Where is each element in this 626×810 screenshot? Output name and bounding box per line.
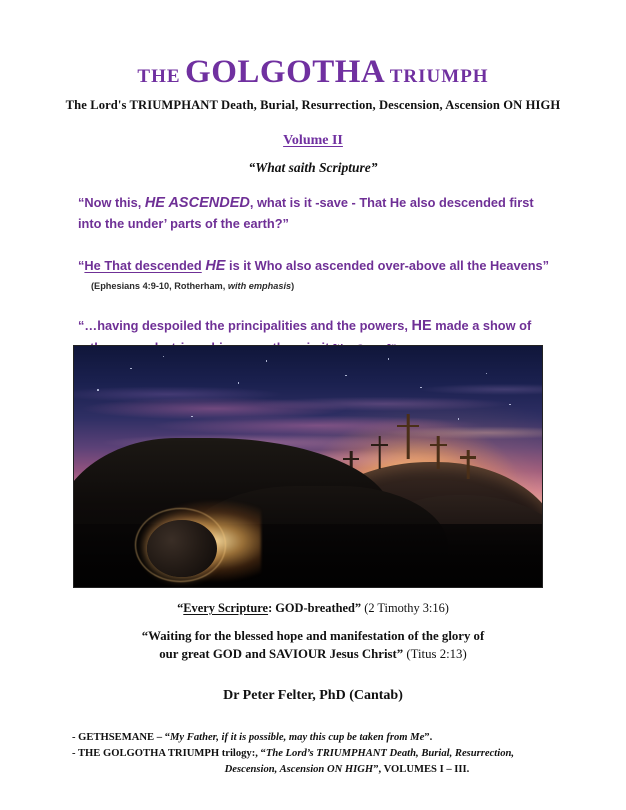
cross-5 bbox=[460, 450, 476, 479]
quote2-emphasis: HE bbox=[205, 258, 226, 275]
works-2-prefix: - THE GOLGOTHA TRIUMPH trilogy:, “ bbox=[72, 747, 266, 759]
author-name: Dr Peter Felter, PhD (Cantab) bbox=[223, 688, 403, 703]
quote3-line1-end: made a show of bbox=[431, 318, 532, 334]
quote2-citation-main: (Ephesians 4:9-10, Rotherham, bbox=[91, 280, 228, 291]
rolled-away-stone bbox=[147, 520, 217, 578]
cross-4 bbox=[430, 436, 447, 469]
quote-ephesians-4-10 bbox=[78, 255, 558, 293]
works-1-prefix: - GETHSEMANE – “ bbox=[72, 732, 171, 743]
quote1-line2: into the under’ parts of the earth?” bbox=[78, 216, 289, 232]
cross-4-vertical bbox=[437, 436, 440, 469]
scripture-titus-line1: “Waiting for the blessed hope and manifestation of the glory of bbox=[141, 629, 485, 643]
other-works-list bbox=[72, 730, 562, 778]
cross-2 bbox=[371, 436, 388, 469]
page-title bbox=[0, 56, 626, 89]
cross-5-horizontal bbox=[460, 456, 476, 458]
scripture-2-timothy-ref: (2 Timothy 3:16) bbox=[361, 601, 449, 615]
cross-center bbox=[397, 414, 419, 459]
volume-label: Volume II bbox=[283, 133, 343, 148]
cross-center-vertical bbox=[407, 414, 410, 459]
title-block bbox=[0, 56, 626, 113]
subtitle: The Lord's TRIUMPHANT Death, Burial, Resurrection, Descension, Ascension ON HIGH bbox=[65, 98, 561, 112]
works-2-title-line1: The Lord’s TRIUMPHANT Death, Burial, Resurrection, bbox=[265, 747, 515, 759]
scripture-2-timothy-quotemark: “ bbox=[177, 601, 184, 615]
quote2-citation bbox=[91, 280, 558, 294]
works-2-suffix: ”, VOLUMES I – III. bbox=[373, 763, 470, 775]
title-the: THE bbox=[137, 66, 181, 87]
works-1-title: My Father, if it is possible, may this cup be taken from Me bbox=[170, 732, 425, 743]
works-1-suffix: ”. bbox=[424, 732, 433, 743]
scripture-2-timothy-underlined: Every Scripture bbox=[183, 601, 269, 615]
quote1-emphasis: HE ASCENDED bbox=[144, 195, 250, 211]
cross-2-vertical bbox=[378, 436, 381, 469]
cross-1-horizontal bbox=[343, 458, 359, 460]
scripture-2-timothy-rest: : GOD-breathed” bbox=[268, 601, 362, 615]
works-2-line2-wrap bbox=[132, 762, 562, 778]
scripture-titus-ref: (Titus 2:13) bbox=[403, 647, 467, 662]
quote3-line1: “…having despoiled the principalities and the powers, bbox=[78, 318, 412, 334]
quote2-underlined: He That descended bbox=[84, 258, 202, 274]
scripture-titus bbox=[0, 627, 626, 663]
other-works-item-2 bbox=[72, 746, 562, 778]
quote-ephesians-4-9 bbox=[78, 192, 558, 233]
works-2-title-line2: Descension, Ascension ON HIGH bbox=[224, 763, 374, 775]
quote2-citation-end: ) bbox=[291, 280, 295, 291]
cross-2-horizontal bbox=[371, 444, 388, 446]
quote1-rest: , what is it -save - That He also descended first bbox=[249, 195, 534, 210]
tagline: “What saith Scripture” bbox=[248, 160, 378, 175]
title-triumph: TRIUMPH bbox=[389, 66, 489, 87]
quote2-rest: is it Who also ascended over-above all the Heavens” bbox=[225, 258, 550, 274]
cross-5-vertical bbox=[467, 450, 470, 479]
cover-photo bbox=[73, 345, 543, 588]
scripture-2-timothy bbox=[0, 601, 626, 616]
quote2-openquote: “ bbox=[78, 258, 85, 274]
quote3-emphasis: HE bbox=[411, 318, 432, 335]
volume-block bbox=[0, 131, 626, 149]
other-works-item-1 bbox=[72, 730, 562, 746]
cross-4-horizontal bbox=[430, 444, 447, 446]
quote1-open: “Now this, bbox=[78, 195, 145, 210]
title-golgotha: GOLGOTHA bbox=[185, 54, 386, 90]
scripture-quotes bbox=[78, 192, 558, 357]
cross-center-horizontal bbox=[397, 425, 419, 427]
quote2-citation-italic: with emphasis bbox=[227, 280, 292, 291]
scripture-titus-line2: our great GOD and SAVIOUR Jesus Christ” bbox=[159, 647, 404, 662]
